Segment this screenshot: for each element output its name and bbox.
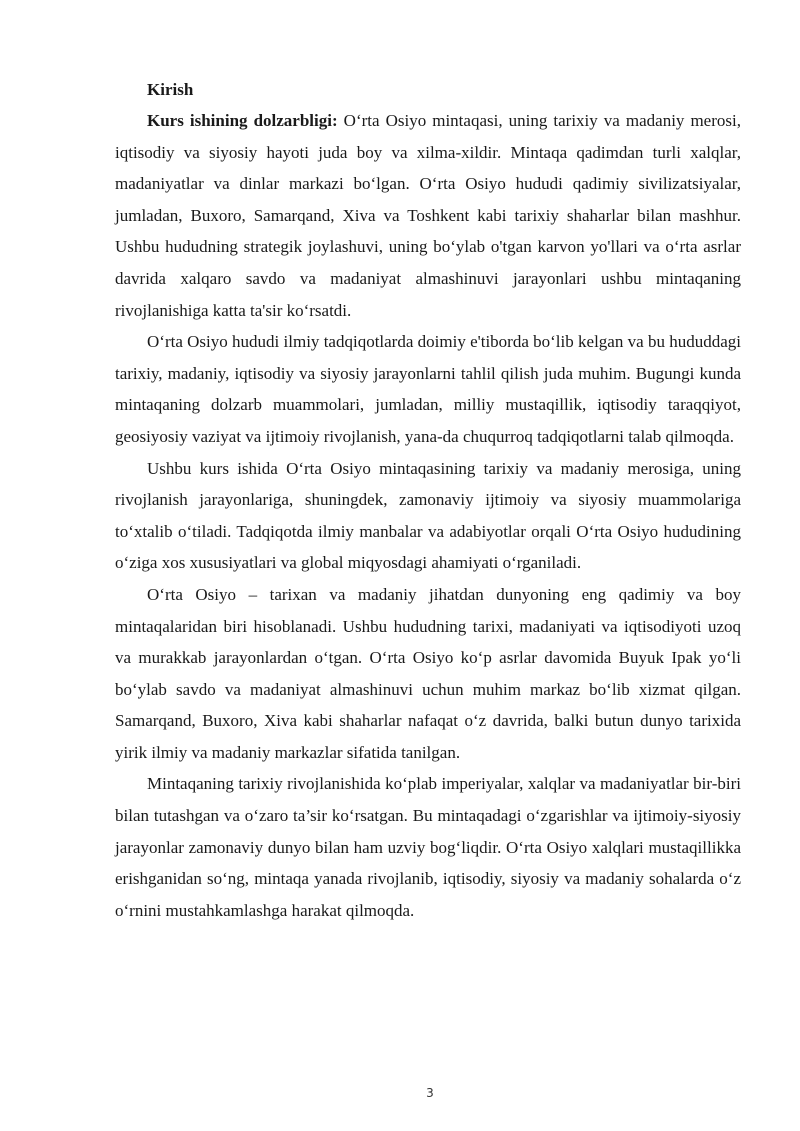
paragraph: O‘rta Osiyo hududi ilmiy tadqiqotlarda doimiy e'tiborda bo‘lib kelgan va bu hududdagi tarixiy, madaniy, iqtisodiy va siyosiy jarayonlarni tahlil qilish juda muhim. Bugungi kunda mintaqaning dolzarb muammolari, jumladan, milliy mustaqillik, iqtisodiy taraqqiyot, geosiyosiy vaziyat va ijtimoiy rivojlanish, yana-da chuqurroq tadqiqotlarni talab qilmoqda. bbox=[115, 332, 741, 446]
document-page bbox=[115, 74, 741, 926]
paragraph-lead: Kurs ishining dolzarbligi: bbox=[147, 111, 338, 130]
paragraph-text: O‘rta Osiyo mintaqasi, uning tarixiy va madaniy merosi, iqtisodiy va siyosiy hayoti juda boy va xilma-xildir. Mintaqa qadimdan turli xalqlar, madaniyatlar va dinlar markazi bo‘lgan. O‘rta Osiyo hududi qadimiy sivilizatsiyalar, jumladan, Buxoro, Samarqand, Xiva va Toshkent kabi tarixiy shaharlar bilan mashhur. Ushbu hududning strategik joylashuvi, uning bo‘ylab o'tgan karvon yo'llari va o‘rta asrlar davrida xalqaro savdo va madaniyat almashinuvi jarayonlari ushbu mintaqaning rivojlanishiga katta ta'sir ko‘rsatdi. bbox=[115, 111, 741, 320]
paragraph-relevance bbox=[115, 105, 741, 326]
paragraph: O‘rta Osiyo – tarixan va madaniy jihatdan dunyoning eng qadimiy va boy mintaqalaridan biri hisoblanadi. Ushbu hududning tarixi, madaniyati va iqtisodiyoti uzoq va murakkab jarayonlardan o‘tgan. O‘rta Osiyo ko‘p asrlar davomida Buyuk Ipak yo‘li bo‘ylab savdo va madaniyat almashinuvi uchun muhim markaz bo‘lib xizmat qilgan. Samarqand, Buxoro, Xiva kabi shaharlar nafaqat o‘z davrida, balki butun dunyo tarixida yirik ilmiy va madaniy markazlar sifatida tanilgan. bbox=[115, 584, 741, 762]
section-heading: Kirish bbox=[147, 80, 194, 99]
paragraph: Mintaqaning tarixiy rivojlanishida ko‘plab imperiyalar, xalqlar va madaniyatlar bir-biri bilan tutashgan va o‘zaro ta’sir ko‘rsatgan. Bu mintaqadagi o‘zgarishlar va ijtimoiy-siyosiy jarayonlar zamonaviy dunyo bilan ham uzviy bog‘liqdir. O‘rta Osiyo xalqlari mustaqillikka erishganidan so‘ng, mintaqa yanada rivojlanib, iqtisodiy, siyosiy va madaniy sohalarda o‘z o‘rnini mustahkamlashga harakat qilmoqda. bbox=[115, 774, 741, 920]
paragraph: Ushbu kurs ishida O‘rta Osiyo mintaqasining tarixiy va madaniy merosiga, uning rivojlanish jarayonlariga, shuningdek, zamonaviy ijtimoiy va siyosiy muammolariga to‘xtalib o‘tiladi. Tadqiqotda ilmiy manbalar va adabiyotlar orqali O‘rta Osiyo hududining o‘ziga xos xususiyatlari va global miqyosdagi ahamiyati o‘rganiladi. bbox=[115, 458, 741, 573]
page-number: 3 bbox=[426, 1086, 434, 1100]
